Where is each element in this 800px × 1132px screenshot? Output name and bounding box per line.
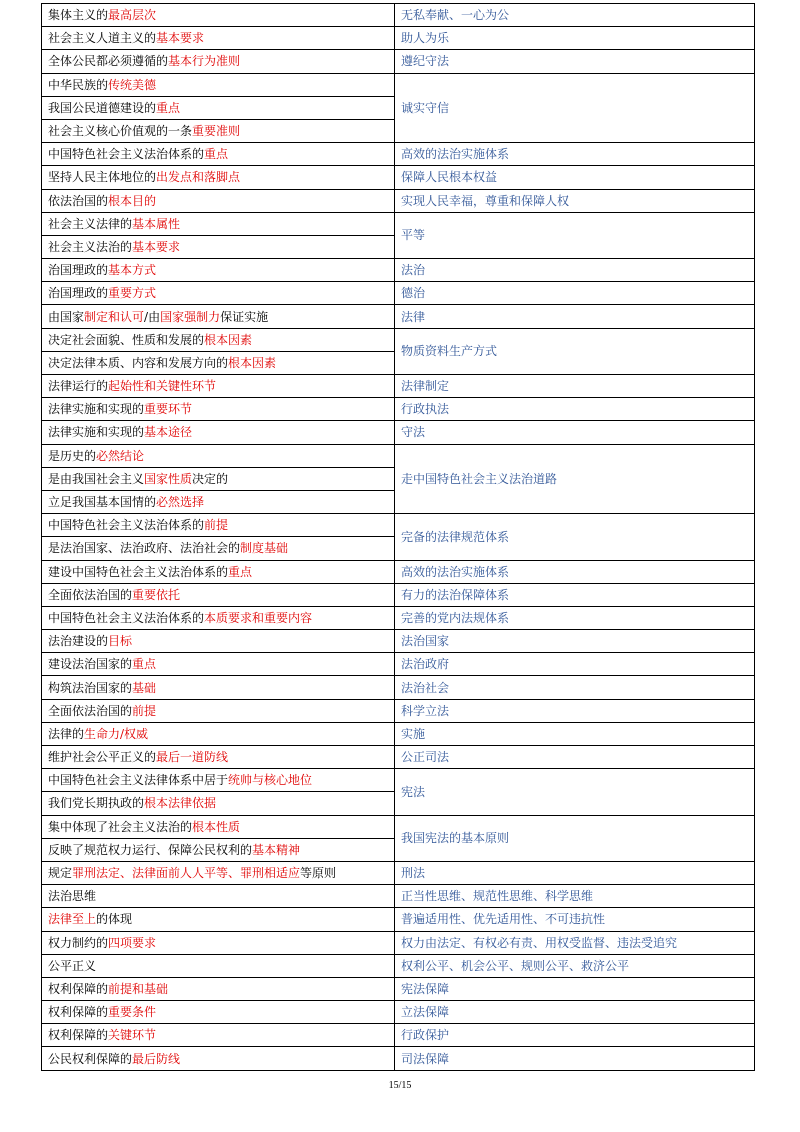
cell-text: 权力制约的 [48, 935, 109, 950]
table-row [42, 630, 755, 653]
question-cell [42, 96, 395, 119]
cell-text: 法治思维 [48, 889, 97, 904]
cell-text: 中国特色社会主义法治体系的 [48, 518, 205, 533]
highlight-text: 罪刑法定、法律面前人人平等、罪刑相适应 [72, 866, 301, 881]
answer-cell: 保障人民根本权益 [395, 166, 755, 189]
question-cell [42, 1001, 395, 1024]
highlight-text: 前提 [132, 703, 157, 718]
answer-cell: 法治 [395, 259, 755, 282]
table-row [42, 653, 755, 676]
answer-cell: 实现人民幸福，尊重和保障人权 [395, 189, 755, 212]
highlight-text: 统帅与核心地位 [228, 773, 313, 788]
cell-text: 依法治国的 [48, 193, 109, 208]
cell-text: 权利保障的 [48, 981, 109, 996]
answer-cell: 公正司法 [395, 746, 755, 769]
cell-text: 维护社会公平正义的 [48, 750, 157, 765]
cell-text: 反映了规范权力运行、保障公民权利的 [48, 842, 253, 857]
question-cell [42, 119, 395, 142]
answer-cell: 高效的法治实施体系 [395, 560, 755, 583]
question-cell [42, 27, 395, 50]
answer-cell: 权利公平、机会公平、规则公平、救济公平 [395, 954, 755, 977]
highlight-text: 基本行为准则 [168, 54, 241, 69]
answer-cell: 有力的法治保障体系 [395, 583, 755, 606]
highlight-text: 基本方式 [108, 263, 157, 278]
cell-text: 中国特色社会主义法治体系的 [48, 610, 205, 625]
highlight-text: 法律至上 [48, 912, 97, 927]
table-row [42, 421, 755, 444]
question-cell [42, 50, 395, 73]
answer-cell: 高效的法治实施体系 [395, 143, 755, 166]
question-cell [42, 560, 395, 583]
cell-text: 法律实施和实现的 [48, 402, 145, 417]
question-cell [42, 606, 395, 629]
question-cell [42, 143, 395, 166]
table-row [42, 259, 755, 282]
answer-cell: 法治政府 [395, 653, 755, 676]
table-row [42, 977, 755, 1000]
answer-cell: 无私奉献、一心为公 [395, 4, 755, 27]
highlight-text: 根本目的 [108, 193, 157, 208]
cell-text: 公平正义 [48, 958, 97, 973]
cell-text: 治国理政的 [48, 263, 109, 278]
highlight-text: 关键环节 [108, 1028, 157, 1043]
cell-text: 公民权利保障的 [48, 1051, 133, 1066]
highlight-text: 国家性质 [144, 471, 193, 486]
cell-text: 我国公民道德建设的 [48, 100, 157, 115]
question-cell [42, 1024, 395, 1047]
question-cell [42, 259, 395, 282]
cell-text: 等原则 [300, 866, 337, 881]
question-cell [42, 908, 395, 931]
highlight-text: 必然选择 [156, 495, 205, 510]
highlight-text: 重要环节 [144, 402, 193, 417]
answer-cell: 物质资料生产方式 [395, 328, 755, 374]
question-cell [42, 699, 395, 722]
question-cell [42, 838, 395, 861]
highlight-text: 根本因素 [228, 355, 277, 370]
page-number: 15/15 [388, 1080, 412, 1091]
table-row [42, 27, 755, 50]
table-row [42, 885, 755, 908]
table-row [42, 861, 755, 884]
highlight-text: 重要准则 [192, 124, 241, 139]
answer-cell: 实施 [395, 722, 755, 745]
question-cell [42, 676, 395, 699]
cell-text: 中国特色社会主义法治体系的 [48, 147, 205, 162]
highlight-text: 基本属性 [132, 216, 181, 231]
cell-text: 法律的 [48, 726, 85, 741]
highlight-text: 最后一道防线 [156, 750, 229, 765]
cell-text: 是法治国家、法治政府、法治社会的 [48, 541, 241, 556]
answer-cell: 诚实守信 [395, 73, 755, 143]
answer-cell: 走中国特色社会主义法治道路 [395, 444, 755, 514]
answer-cell: 行政保护 [395, 1024, 755, 1047]
table-row [42, 375, 755, 398]
cell-text: 是由我国社会主义 [48, 471, 145, 486]
highlight-text: 制度基础 [240, 541, 289, 556]
question-cell [42, 444, 395, 467]
highlight-text: 根本法律依据 [144, 796, 217, 811]
answer-cell: 完备的法律规范体系 [395, 514, 755, 560]
question-cell [42, 212, 395, 235]
highlight-text: 制定和认可 [84, 309, 145, 324]
highlight-text: 前提 [204, 518, 229, 533]
answer-cell: 宪法保障 [395, 977, 755, 1000]
answer-cell: 德治 [395, 282, 755, 305]
answer-cell: 法律制定 [395, 375, 755, 398]
highlight-text: 基本要求 [132, 239, 181, 254]
table-row [42, 4, 755, 27]
cell-text: 坚持人民主体地位的 [48, 170, 157, 185]
cell-text: 我们党长期执政的 [48, 796, 145, 811]
table-row [42, 606, 755, 629]
highlight-text: 必然结论 [96, 448, 145, 463]
cell-text: 社会主义核心价值观的一条 [48, 124, 193, 139]
question-cell [42, 931, 395, 954]
question-cell [42, 769, 395, 792]
summary-table [41, 3, 755, 1071]
cell-text: /由 [144, 309, 161, 324]
answer-cell: 法治国家 [395, 630, 755, 653]
table-row [42, 166, 755, 189]
cell-text: 决定社会面貌、性质和发展的 [48, 332, 205, 347]
table-row [42, 931, 755, 954]
question-cell [42, 861, 395, 884]
question-cell [42, 537, 395, 560]
cell-text: 中国特色社会主义法律体系中居于 [48, 773, 229, 788]
cell-text: 法治建设的 [48, 634, 109, 649]
question-cell [42, 282, 395, 305]
answer-cell: 行政执法 [395, 398, 755, 421]
cell-text: 建设法治国家的 [48, 657, 133, 672]
cell-text: 决定的 [192, 471, 229, 486]
answer-cell: 遵纪守法 [395, 50, 755, 73]
table-row [42, 1024, 755, 1047]
question-cell [42, 189, 395, 212]
cell-text: 决定法律本质、内容和发展方向的 [48, 355, 229, 370]
table-row [42, 1001, 755, 1024]
answer-cell: 刑法 [395, 861, 755, 884]
cell-text: 保证实施 [220, 309, 269, 324]
question-cell [42, 954, 395, 977]
table-row [42, 73, 755, 96]
cell-text: 法律运行的 [48, 379, 109, 394]
answer-cell: 平等 [395, 212, 755, 258]
answer-cell: 司法保障 [395, 1047, 755, 1070]
highlight-text: 基础 [132, 680, 157, 695]
table-row [42, 143, 755, 166]
table-body [42, 4, 755, 1071]
table-row [42, 1047, 755, 1070]
question-cell [42, 722, 395, 745]
question-cell [42, 166, 395, 189]
highlight-text: 重要方式 [108, 286, 157, 301]
cell-text: 立足我国基本国情的 [48, 495, 157, 510]
answer-cell: 权力由法定、有权必有责、用权受监督、违法受追究 [395, 931, 755, 954]
highlight-text: 生命力/权威 [84, 726, 149, 741]
question-cell [42, 351, 395, 374]
question-cell [42, 885, 395, 908]
cell-text: 由国家 [48, 309, 85, 324]
question-cell [42, 375, 395, 398]
table-row [42, 514, 755, 537]
answer-cell: 助人为乐 [395, 27, 755, 50]
answer-cell: 法律 [395, 305, 755, 328]
answer-cell: 我国宪法的基本原则 [395, 815, 755, 861]
question-cell [42, 328, 395, 351]
highlight-text: 基本精神 [252, 842, 301, 857]
table-row [42, 189, 755, 212]
table-row [42, 722, 755, 745]
highlight-text: 根本因素 [204, 332, 253, 347]
table-row [42, 908, 755, 931]
question-cell [42, 398, 395, 421]
cell-text: 全面依法治国的 [48, 703, 133, 718]
highlight-text: 最高层次 [108, 8, 157, 23]
cell-text: 权利保障的 [48, 1028, 109, 1043]
cell-text: 社会主义人道主义的 [48, 31, 157, 46]
highlight-text: 前提和基础 [108, 981, 169, 996]
answer-cell: 科学立法 [395, 699, 755, 722]
question-cell [42, 514, 395, 537]
answer-cell: 守法 [395, 421, 755, 444]
cell-text: 是历史的 [48, 448, 97, 463]
table-row [42, 769, 755, 792]
question-cell [42, 1047, 395, 1070]
cell-text: 的体现 [96, 912, 133, 927]
table-row [42, 560, 755, 583]
answer-cell: 立法保障 [395, 1001, 755, 1024]
table-row [42, 282, 755, 305]
cell-text: 社会主义法治的 [48, 239, 133, 254]
highlight-text: 目标 [108, 634, 133, 649]
question-cell [42, 746, 395, 769]
cell-text: 中华民族的 [48, 77, 109, 92]
question-cell [42, 4, 395, 27]
question-cell [42, 421, 395, 444]
cell-text: 权利保障的 [48, 1005, 109, 1020]
highlight-text: 根本性质 [192, 819, 241, 834]
cell-text: 全体公民都必须遵循的 [48, 54, 169, 69]
table-row [42, 815, 755, 838]
table-row [42, 746, 755, 769]
highlight-text: 出发点和落脚点 [156, 170, 241, 185]
highlight-text: 最后防线 [132, 1051, 181, 1066]
highlight-text: 本质要求和重要内容 [204, 610, 313, 625]
question-cell [42, 467, 395, 490]
cell-text: 集体主义的 [48, 8, 109, 23]
answer-cell: 正当性思维、规范性思维、科学思维 [395, 885, 755, 908]
answer-cell: 完善的党内法规体系 [395, 606, 755, 629]
table-row [42, 583, 755, 606]
question-cell [42, 490, 395, 513]
cell-text: 社会主义法律的 [48, 216, 133, 231]
cell-text: 治国理政的 [48, 286, 109, 301]
table-row [42, 676, 755, 699]
table-row [42, 954, 755, 977]
table-row [42, 212, 755, 235]
question-cell [42, 235, 395, 258]
highlight-text: 四项要求 [108, 935, 157, 950]
question-cell [42, 73, 395, 96]
table-row [42, 444, 755, 467]
table-row [42, 398, 755, 421]
highlight-text: 重点 [132, 657, 157, 672]
question-cell [42, 305, 395, 328]
table-row [42, 699, 755, 722]
answer-cell: 法治社会 [395, 676, 755, 699]
cell-text: 构筑法治国家的 [48, 680, 133, 695]
question-cell [42, 630, 395, 653]
question-cell [42, 815, 395, 838]
highlight-text: 重要条件 [108, 1005, 157, 1020]
table-row [42, 50, 755, 73]
highlight-text: 重点 [228, 564, 253, 579]
highlight-text: 重点 [156, 100, 181, 115]
highlight-text: 起始性和关键性环节 [108, 379, 217, 394]
cell-text: 集中体现了社会主义法治的 [48, 819, 193, 834]
cell-text: 规定 [48, 866, 73, 881]
cell-text: 建设中国特色社会主义法治体系的 [48, 564, 229, 579]
highlight-text: 基本要求 [156, 31, 205, 46]
highlight-text: 重点 [204, 147, 229, 162]
cell-text: 法律实施和实现的 [48, 425, 145, 440]
highlight-text: 国家强制力 [160, 309, 221, 324]
answer-cell: 宪法 [395, 769, 755, 815]
highlight-text: 基本途径 [144, 425, 193, 440]
highlight-text: 重要依托 [132, 587, 181, 602]
highlight-text: 传统美德 [108, 77, 157, 92]
question-cell [42, 792, 395, 815]
table-row [42, 328, 755, 351]
question-cell [42, 583, 395, 606]
question-cell [42, 653, 395, 676]
question-cell [42, 977, 395, 1000]
cell-text: 全面依法治国的 [48, 587, 133, 602]
answer-cell: 普遍适用性、优先适用性、不可违抗性 [395, 908, 755, 931]
table-row [42, 305, 755, 328]
